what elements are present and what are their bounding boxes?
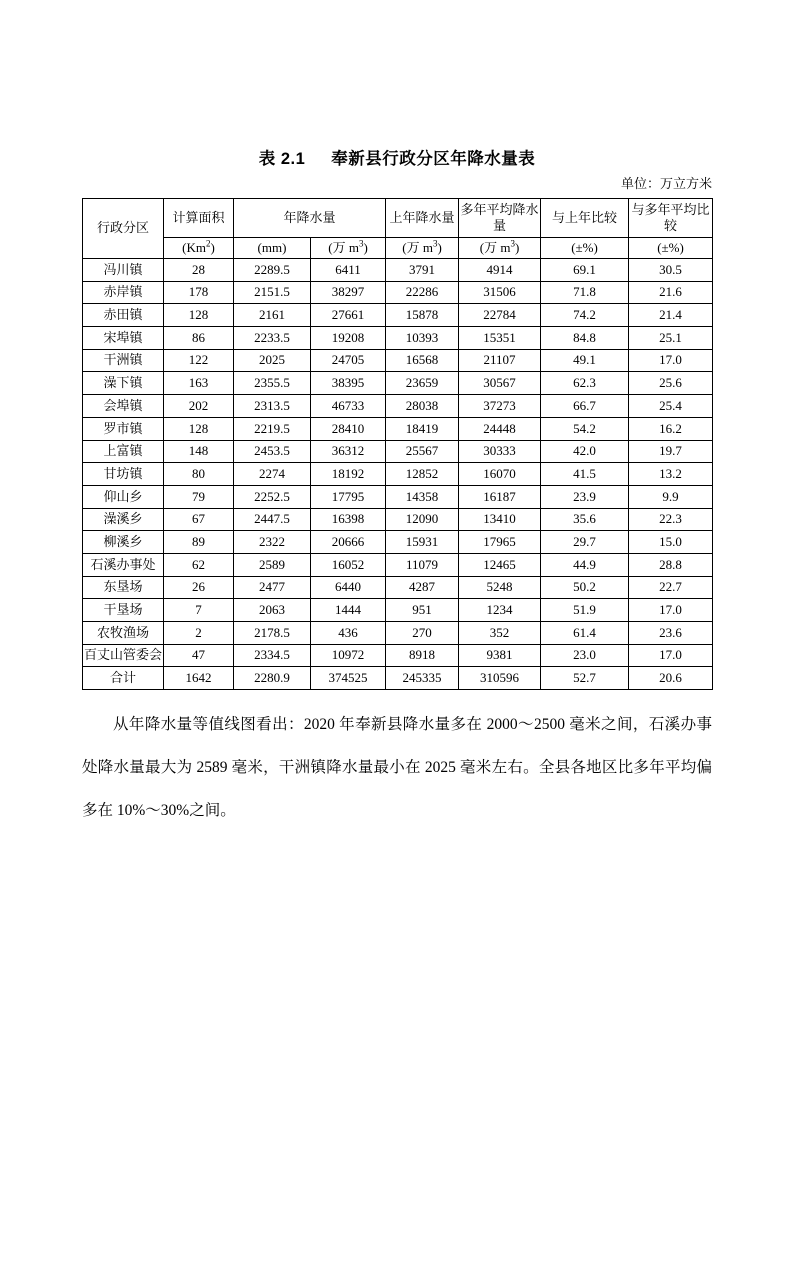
unit-vol-close: ) [437, 239, 442, 255]
table-row [83, 485, 713, 508]
value-cell: 25.6 [629, 372, 713, 395]
value-cell: 27661 [311, 304, 386, 327]
value-cell: 6440 [311, 576, 386, 599]
value-cell: 2477 [234, 576, 311, 599]
region-name-cell: 冯川镇 [83, 259, 164, 282]
value-cell: 14358 [386, 485, 459, 508]
table-body [83, 259, 713, 690]
unit-vol-text: (万 m [402, 239, 433, 255]
value-cell: 18192 [311, 463, 386, 486]
value-cell: 2233.5 [234, 327, 311, 350]
header-area: 计算面积 [164, 199, 234, 238]
table-row [83, 531, 713, 554]
value-cell: 2274 [234, 463, 311, 486]
region-name-cell: 澡下镇 [83, 372, 164, 395]
value-cell: 71.8 [541, 281, 629, 304]
value-cell: 80 [164, 463, 234, 486]
region-name-cell: 罗市镇 [83, 417, 164, 440]
value-cell: 54.2 [541, 417, 629, 440]
value-cell: 17.0 [629, 349, 713, 372]
value-cell: 23659 [386, 372, 459, 395]
document-content [82, 148, 712, 832]
unit-pct-prev: (±%) [541, 238, 629, 259]
region-name-cell: 甘坊镇 [83, 463, 164, 486]
value-cell: 13410 [459, 508, 541, 531]
value-cell: 69.1 [541, 259, 629, 282]
value-cell: 9.9 [629, 485, 713, 508]
value-cell: 16.2 [629, 417, 713, 440]
value-cell: 30333 [459, 440, 541, 463]
table-row [83, 395, 713, 418]
value-cell: 12465 [459, 553, 541, 576]
value-cell: 37273 [459, 395, 541, 418]
unit-area [164, 238, 234, 259]
table-row [83, 417, 713, 440]
table-number-label: 表 2.1 [258, 150, 306, 168]
value-cell: 2289.5 [234, 259, 311, 282]
value-cell: 25567 [386, 440, 459, 463]
value-cell: 61.4 [541, 622, 629, 645]
unit-vol-sup: 3 [432, 238, 438, 249]
unit-vol-text: (万 m [479, 239, 511, 255]
unit-mm: (mm) [234, 238, 311, 259]
value-cell: 67 [164, 508, 234, 531]
value-cell: 12852 [386, 463, 459, 486]
value-cell: 15931 [386, 531, 459, 554]
unit-note: 单位：万立方米 [620, 176, 712, 191]
value-cell: 3791 [386, 259, 459, 282]
value-cell: 270 [386, 622, 459, 645]
header-row-units [83, 238, 713, 259]
table-row [83, 553, 713, 576]
value-cell: 38395 [311, 372, 386, 395]
region-name-cell: 东垦场 [83, 576, 164, 599]
value-cell: 20.6 [629, 667, 713, 690]
value-cell: 18419 [386, 417, 459, 440]
unit-vol-sup: 3 [358, 238, 364, 249]
value-cell: 29.7 [541, 531, 629, 554]
value-cell: 2063 [234, 599, 311, 622]
region-name-cell: 干洲镇 [83, 349, 164, 372]
value-cell: 74.2 [541, 304, 629, 327]
region-name-cell: 农牧渔场 [83, 622, 164, 645]
value-cell: 12090 [386, 508, 459, 531]
value-cell: 15878 [386, 304, 459, 327]
table-row [83, 259, 713, 282]
value-cell: 374525 [311, 667, 386, 690]
value-cell: 22784 [459, 304, 541, 327]
value-cell: 62.3 [541, 372, 629, 395]
value-cell: 436 [311, 622, 386, 645]
value-cell: 13.2 [629, 463, 713, 486]
region-name-cell: 合计 [83, 667, 164, 690]
value-cell: 23.6 [629, 622, 713, 645]
header-prev-year-precip: 上年降水量 [386, 199, 459, 238]
table-row [83, 281, 713, 304]
value-cell: 46733 [311, 395, 386, 418]
table-row [83, 349, 713, 372]
table-row [83, 463, 713, 486]
value-cell: 11079 [386, 553, 459, 576]
region-name-cell: 百丈山管委会 [83, 644, 164, 667]
value-cell: 9381 [459, 644, 541, 667]
value-cell: 1642 [164, 667, 234, 690]
table-row [83, 304, 713, 327]
value-cell: 2161 [234, 304, 311, 327]
value-cell: 86 [164, 327, 234, 350]
value-cell: 17.0 [629, 599, 713, 622]
value-cell: 22.7 [629, 576, 713, 599]
value-cell: 79 [164, 485, 234, 508]
value-cell: 202 [164, 395, 234, 418]
value-cell: 89 [164, 531, 234, 554]
value-cell: 2589 [234, 553, 311, 576]
value-cell: 17.0 [629, 644, 713, 667]
table-row [83, 440, 713, 463]
value-cell: 1234 [459, 599, 541, 622]
value-cell: 28.8 [629, 553, 713, 576]
value-cell: 24448 [459, 417, 541, 440]
value-cell: 30567 [459, 372, 541, 395]
value-cell: 38297 [311, 281, 386, 304]
value-cell: 20666 [311, 531, 386, 554]
value-cell: 50.2 [541, 576, 629, 599]
value-cell: 25.1 [629, 327, 713, 350]
value-cell: 2178.5 [234, 622, 311, 645]
table-row [83, 327, 713, 350]
unit-vol-close: ) [363, 239, 368, 255]
value-cell: 2355.5 [234, 372, 311, 395]
value-cell: 31506 [459, 281, 541, 304]
value-cell: 2025 [234, 349, 311, 372]
value-cell: 23.0 [541, 644, 629, 667]
unit-vol-avg [459, 238, 541, 259]
value-cell: 22.3 [629, 508, 713, 531]
value-cell: 17795 [311, 485, 386, 508]
value-cell: 16568 [386, 349, 459, 372]
value-cell: 15351 [459, 327, 541, 350]
value-cell: 16398 [311, 508, 386, 531]
value-cell: 6411 [311, 259, 386, 282]
region-name-cell: 会埠镇 [83, 395, 164, 418]
value-cell: 310596 [459, 667, 541, 690]
document-page [0, 148, 793, 1270]
value-cell: 2151.5 [234, 281, 311, 304]
value-cell: 122 [164, 349, 234, 372]
table-row [83, 372, 713, 395]
value-cell: 163 [164, 372, 234, 395]
value-cell: 41.5 [541, 463, 629, 486]
value-cell: 2219.5 [234, 417, 311, 440]
table-title [82, 148, 712, 170]
value-cell: 19.7 [629, 440, 713, 463]
value-cell: 178 [164, 281, 234, 304]
table-row [83, 667, 713, 690]
value-cell: 21.4 [629, 304, 713, 327]
value-cell: 15.0 [629, 531, 713, 554]
value-cell: 51.9 [541, 599, 629, 622]
unit-area-close: ) [210, 239, 215, 255]
header-row-main [83, 199, 713, 238]
value-cell: 22286 [386, 281, 459, 304]
value-cell: 2322 [234, 531, 311, 554]
unit-vol-annual [311, 238, 386, 259]
value-cell: 21107 [459, 349, 541, 372]
value-cell: 4914 [459, 259, 541, 282]
value-cell: 2252.5 [234, 485, 311, 508]
value-cell: 28 [164, 259, 234, 282]
value-cell: 10393 [386, 327, 459, 350]
value-cell: 16070 [459, 463, 541, 486]
value-cell: 2280.9 [234, 667, 311, 690]
value-cell: 28038 [386, 395, 459, 418]
table-row [83, 644, 713, 667]
value-cell: 52.7 [541, 667, 629, 690]
table-row [83, 576, 713, 599]
value-cell: 2313.5 [234, 395, 311, 418]
unit-vol-sup: 3 [510, 238, 515, 249]
unit-vol-prev [386, 238, 459, 259]
region-name-cell: 赤岸镇 [83, 281, 164, 304]
value-cell: 62 [164, 553, 234, 576]
value-cell: 28410 [311, 417, 386, 440]
unit-vol-text: (万 m [328, 239, 359, 255]
table-header [83, 199, 713, 259]
value-cell: 245335 [386, 667, 459, 690]
region-name-cell: 石溪办事处 [83, 553, 164, 576]
header-vs-prev-year: 与上年比较 [541, 199, 629, 238]
value-cell: 30.5 [629, 259, 713, 282]
value-cell: 5248 [459, 576, 541, 599]
value-cell: 25.4 [629, 395, 713, 418]
header-region: 行政分区 [83, 199, 164, 259]
value-cell: 84.8 [541, 327, 629, 350]
value-cell: 36312 [311, 440, 386, 463]
value-cell: 66.7 [541, 395, 629, 418]
value-cell: 23.9 [541, 485, 629, 508]
header-vs-multi-year-avg: 与多年平均比较 [629, 199, 713, 238]
header-annual-precip: 年降水量 [234, 199, 386, 238]
value-cell: 352 [459, 622, 541, 645]
value-cell: 35.6 [541, 508, 629, 531]
header-multi-year-avg: 多年平均降水量 [459, 199, 541, 238]
value-cell: 2447.5 [234, 508, 311, 531]
value-cell: 49.1 [541, 349, 629, 372]
value-cell: 2334.5 [234, 644, 311, 667]
value-cell: 21.6 [629, 281, 713, 304]
region-name-cell: 干垦场 [83, 599, 164, 622]
table-row [83, 622, 713, 645]
region-name-cell: 宋埠镇 [83, 327, 164, 350]
unit-vol-close: ) [514, 239, 520, 255]
value-cell: 10972 [311, 644, 386, 667]
value-cell: 951 [386, 599, 459, 622]
value-cell: 19208 [311, 327, 386, 350]
value-cell: 128 [164, 304, 234, 327]
region-name-cell: 柳溪乡 [83, 531, 164, 554]
region-name-cell: 澡溪乡 [83, 508, 164, 531]
region-name-cell: 上富镇 [83, 440, 164, 463]
value-cell: 26 [164, 576, 234, 599]
value-cell: 148 [164, 440, 234, 463]
value-cell: 2 [164, 622, 234, 645]
value-cell: 7 [164, 599, 234, 622]
value-cell: 17965 [459, 531, 541, 554]
value-cell: 1444 [311, 599, 386, 622]
value-cell: 8918 [386, 644, 459, 667]
value-cell: 16187 [459, 485, 541, 508]
value-cell: 16052 [311, 553, 386, 576]
table-row [83, 508, 713, 531]
value-cell: 4287 [386, 576, 459, 599]
precipitation-table [82, 198, 713, 690]
value-cell: 42.0 [541, 440, 629, 463]
analysis-paragraph: 从年降水量等值线图看出：2020 年奉新县降水量多在 2000～2500 毫米之间，石溪办事处降水量最大为 2589 毫米，干洲镇降水量最小在 2025 毫米左右。全县各地区比多年平均偏多在 10%～30%之间。 [82, 716, 712, 820]
value-cell: 44.9 [541, 553, 629, 576]
region-name-cell: 赤田镇 [83, 304, 164, 327]
value-cell: 47 [164, 644, 234, 667]
value-cell: 2453.5 [234, 440, 311, 463]
region-name-cell: 仰山乡 [83, 485, 164, 508]
table-row [83, 599, 713, 622]
table-title-text: 奉新县行政分区年降水量表 [331, 150, 536, 168]
value-cell: 24705 [311, 349, 386, 372]
value-cell: 128 [164, 417, 234, 440]
unit-area-text: (Km [182, 239, 206, 255]
unit-area-sup: 2 [206, 238, 211, 249]
unit-pct-avg: (±%) [629, 238, 713, 259]
